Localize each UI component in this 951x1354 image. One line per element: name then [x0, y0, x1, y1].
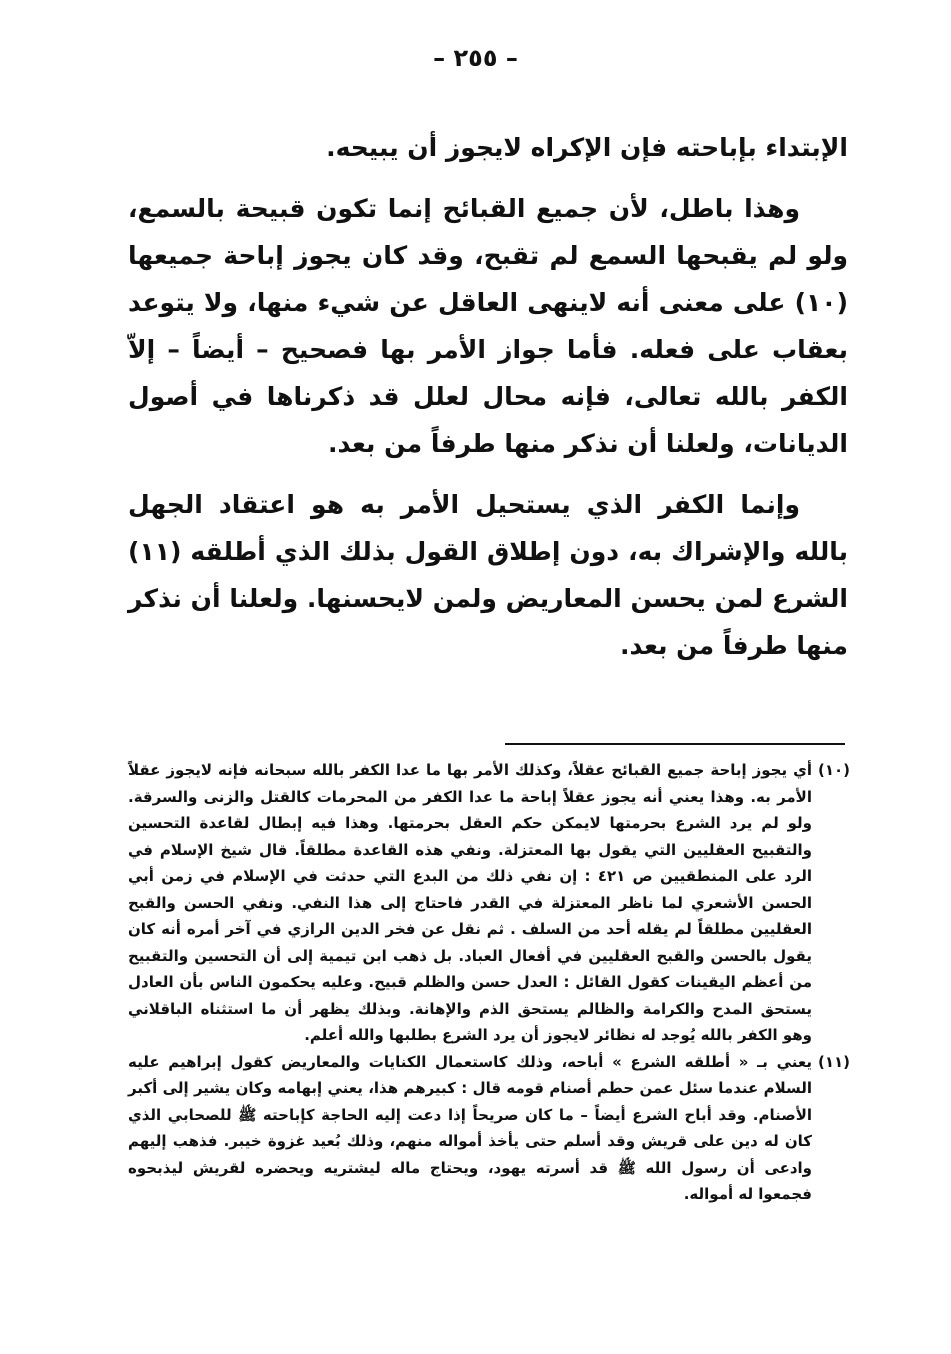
footnote-text: يعني بـ « أطلقه الشرع » أباحه، وذلك كاستعمال الكنايات والمعاريض كقول إبراهيم عليه السلام عندما سئل عمن حطم أصنام قومه قال : كبيرهم هذا، يعني إبهامه وكان يشير إلى أكبر الأصنام. وقد أباح الشرع أيضاً – ما كان صريحاً إذا دعت إليه الحاجة كإباحته ﷺ للصحابي الذي كان له دين على قريش وقد أسلم حتى يأخذ أمواله منهم، وذلك بُعيد غزوة خيبر. فذهب إليهم وادعى أن رسول الله ﷺ قد أسرته يهود، ويحتاج ماله ليشتريه ويحضره لقريش ليذبحوه فجمعوا له أمواله.: [128, 1052, 812, 1203]
page-number: – ٢٥٥ –: [433, 44, 518, 72]
paragraph: وهذا باطل، لأن جميع القبائح إنما تكون قبيحة بالسمع، ولو لم يقبحها السمع لم تقبح، وقد كان يجوز إباحة جميعها (١٠) على معنى أنه لاينهى العاقل عن شيء منها، ولا يتوعد بعقاب على فعله. فأما جواز الأمر بها فصحيح – أيضاً – إلاّ الكفر بالله تعالى، فإنه محال لعلل قد ذكرناها في أصول الديانات، ولعلنا أن نذكر منها طرفاً من بعد.: [128, 194, 848, 458]
footnote-marker: (١٠): [817, 761, 850, 779]
footnote-10: [128, 757, 850, 1049]
footnote-11: [128, 1049, 850, 1208]
main-text: [128, 124, 848, 669]
footnote-separator: [505, 743, 845, 745]
footnote-text: أي يجوز إباحة جميع القبائح عقلاً، وكذلك الأمر بها ما عدا الكفر بالله سبحانه فإنه لايجوز عقلاً الأمر به. وهذا يعني أنه يجوز عقلاً إباحة ما عدا الكفر من المحرمات كالقتل والزنى والسرقة. ولو لم يرد الشرع بحرمتها لايمكن حكم العقل بحرمتها. وهذا فيه إبطال لقاعدة التحسين والتقبيح العقليين التي يقول بها المعتزلة. ونفي هذه القاعدة مطلقاً. قال شيخ الإسلام في الرد على المنطقيين ص ٤٢١ : إن نفي ذلك من البدع التي حدثت في الإسلام في زمن أبي الحسن الأشعري لما ناظر المعتزلة في القدر فاحتاج إلى هذا النفي. ونفي الحسن والقبح العقليين مطلقاً لم يقله أحد من السلف . ثم نقل عن فخر الدين الرازي في آخر أمره أنه كان يقول بالحسن والقبح العقليين في أفعال العباد. بل ذهب ابن تيمية إلى أن التحسين والتقبيح من أعظم اليقينات كقول القائل : العدل حسن والظلم قبيح. وعليه يحكمون الناس بأن العادل يستحق المدح والكرامة والظالم يستحق الذم والإهانة. وبذلك يظهر أن ما استثناه الباقلاني وهو الكفر بالله يُوجد له نظائر لايجوز أن يرد الشرع بطلبها والله أعلم.: [128, 761, 812, 1044]
footnotes: [128, 757, 850, 1208]
paragraph-continuation: الإبتداء بإباحته فإن الإكراه لايجوز أن يبيحه.: [326, 133, 848, 162]
footnote-marker: (١١): [817, 1052, 850, 1071]
paragraph: وإنما الكفر الذي يستحيل الأمر به هو اعتقاد الجهل بالله والإشراك به، دون إطلاق القول بذلك الذي أطلقه (١١) الشرع لمن يحسن المعاريض ولمن لايحسنها. ولعلنا أن نذكر منها طرفاً من بعد.: [128, 490, 848, 660]
